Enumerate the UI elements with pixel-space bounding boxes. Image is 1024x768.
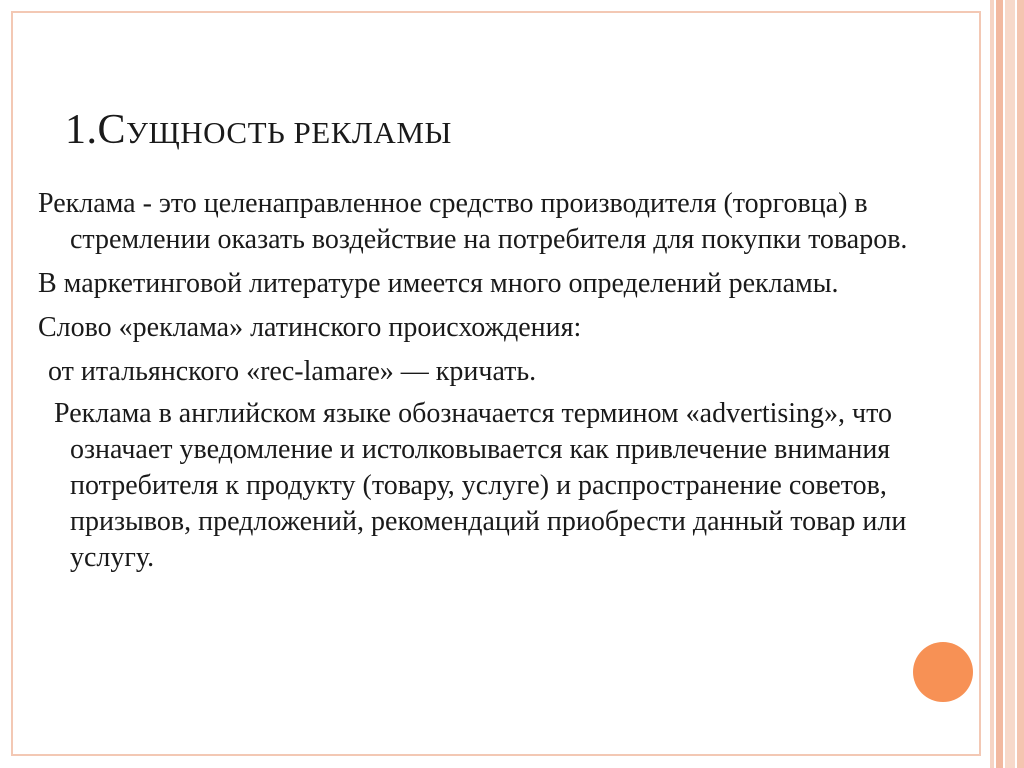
paragraph-english: Реклама в английском языке обозначается термином «advertising», что означает уведомление и истолковывается как привлечение внимания потребителя к продукту (товару, услуге) и распространение советов, призывов, предложений, рекомендаций приобрести данный товар или услугу. xyxy=(54,398,907,573)
decorative-stripe xyxy=(996,0,1003,768)
title-first-letter: С xyxy=(97,107,127,153)
slide-title xyxy=(65,106,452,154)
decorative-stripe xyxy=(1017,0,1024,768)
decorative-stripe xyxy=(990,0,994,768)
paragraph-origin: Слово «реклама» латинского происхождения: xyxy=(38,312,582,343)
paragraph-definition: Реклама - это целенаправленное средство производителя (торговца) в стремлении оказать воздействие на потребителя для покупки товаров. xyxy=(38,188,908,255)
title-number: 1. xyxy=(65,107,98,153)
decorative-stripe xyxy=(1005,0,1015,768)
paragraph-literature: В маркетинговой литературе имеется много определений рекламы. xyxy=(38,268,839,299)
orange-circle-decoration xyxy=(913,642,973,702)
slide-body xyxy=(38,186,943,584)
paragraph-italian: от итальянского «rec-lamare» — кричать. xyxy=(48,356,537,387)
title-rest: УЩНОСТЬ РЕКЛАМЫ xyxy=(126,115,452,150)
